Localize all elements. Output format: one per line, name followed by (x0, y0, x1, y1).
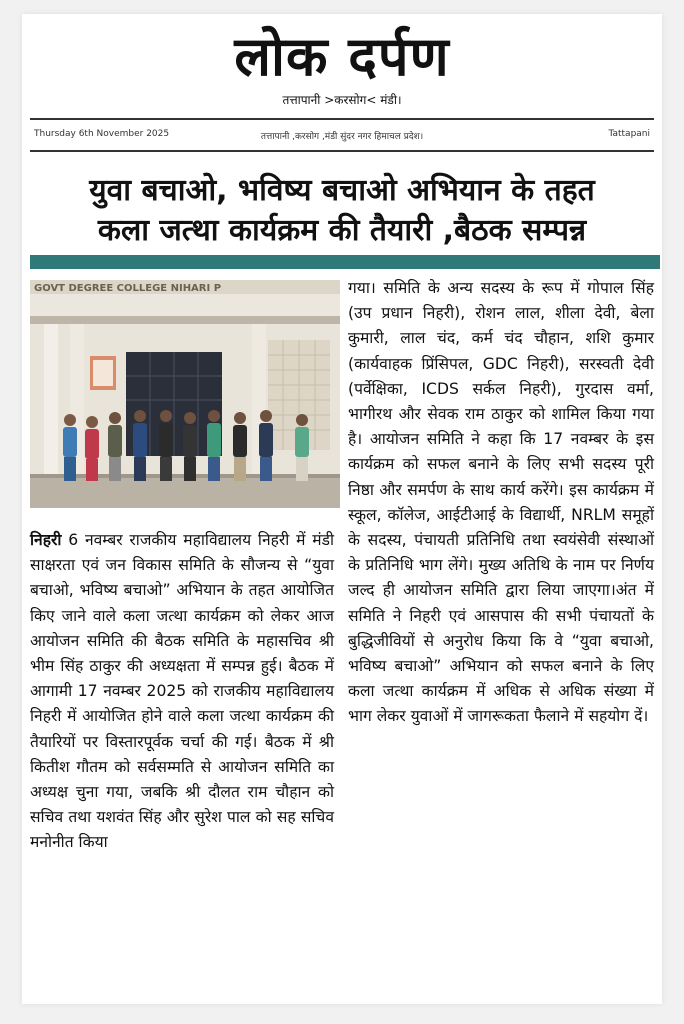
article-photo (30, 280, 340, 508)
article-dateline: निहरी (30, 531, 62, 549)
masthead (22, 24, 662, 108)
article-body-left: 6 नवम्बर राजकीय महाविद्यालय निहरी में मंडी साक्षरता एवं जन विकास समिति के सौजन्य से “युवा बचाओ, भविष्य बचाओ” अभियान के तहत आयोजित किए जाने वाले कला जत्था कार्यक्रम को लेकर आज आयोजन समिति की बैठक समिति के महासचिव श्री भीम सिंह ठाकुर की अध्यक्षता में सम्पन्न हुई। बैठक में आगामी 17 नवम्बर 2025 को राजकीय महाविद्यालय निहरी में आयोजित होने वाले कला जत्था कार्यक्रम की तैयारियों पर विस्तारपूर्वक चर्चा की गई। बैठक में श्री कितीश गौतम को सर्वसम्मति से आयोजन समिति का अध्यक्ष चुना गया, जबकि श्री दौलत राम चौहान को सचिव तथा यशवंत सिंह और सुरेश पाल को सह सचिव मनोनीत किया (30, 531, 334, 852)
newspaper-page (22, 14, 662, 1004)
issue-location: तत्तापानी ,करसोग ,मंडी सुंदर नगर हिमाचल प्रदेश। (260, 132, 424, 142)
photo-banner-text: GOVT DEGREE COLLEGE NIHARI P (34, 283, 222, 294)
newspaper-title: लोक दर्पण (234, 25, 450, 88)
article-column-left (30, 528, 334, 856)
edition-name: Tattapani (608, 129, 650, 139)
dateline-strip (30, 118, 654, 152)
accent-divider (30, 255, 660, 269)
newspaper-subtitle: तत्तापानी >करसोग< मंडी। (282, 93, 402, 107)
article-headline (22, 171, 662, 251)
headline-line-2: कला जत्था कार्यक्रम की तैयारी ,बैठक सम्पन्न (97, 213, 587, 248)
issue-date: Thursday 6th November 2025 (34, 129, 170, 139)
article-column-right (348, 276, 654, 730)
article-body-right: गया। समिति के अन्य सदस्य के रूप में गोपाल सिंह (उप प्रधान निहरी), रोशन लाल, शीला देवी, बेला कुमारी, लाल चंद, कर्म चंद चौहान, शशि कुमार (कार्यवाहक प्रिंसिपल, GDC निहरी), सरस्वती देवी (पर्वेक्षिका, ICDS सर्कल निहरी), गुरदास वर्मा, भागीरथ और सेवक राम ठाकुर को शामिल किया गया है। आयोजन समिति ने कहा कि 17 नवम्बर के इस कार्यक्रम को सफल बनाने के लिए सभी सदस्य पूरी निष्ठा और समर्पण के साथ कार्य करेंगे। इस कार्यक्रम में स्कूल, कॉलेज, आईटीआई के विद्यार्थी, NRLM समूहों के सदस्य, पंचायती प्रतिनिधि तथा स्वयंसेवी संस्थाओं के प्रतिनिधि भाग लेंगे। मुख्य अतिथि के नाम पर निर्णय जल्द ही आयोजन समिति द्वारा लिया जाएगा।अंत में समिति ने निहरी एवं आसपास की सभी पंचायतों के बुद्धिजीवियों से अनुरोध किया कि वे “युवा बचाओ, भविष्य बचाओ” अभियान को सफल बनाने के लिए कला जत्था कार्यक्रम में अधिक से अधिक संख्या में भाग लेकर युवाओं में जागरूकता फैलाने में सहयोग दें। (348, 279, 654, 726)
headline-line-1: युवा बचाओ, भविष्य बचाओ अभियान के तहत (89, 173, 595, 208)
